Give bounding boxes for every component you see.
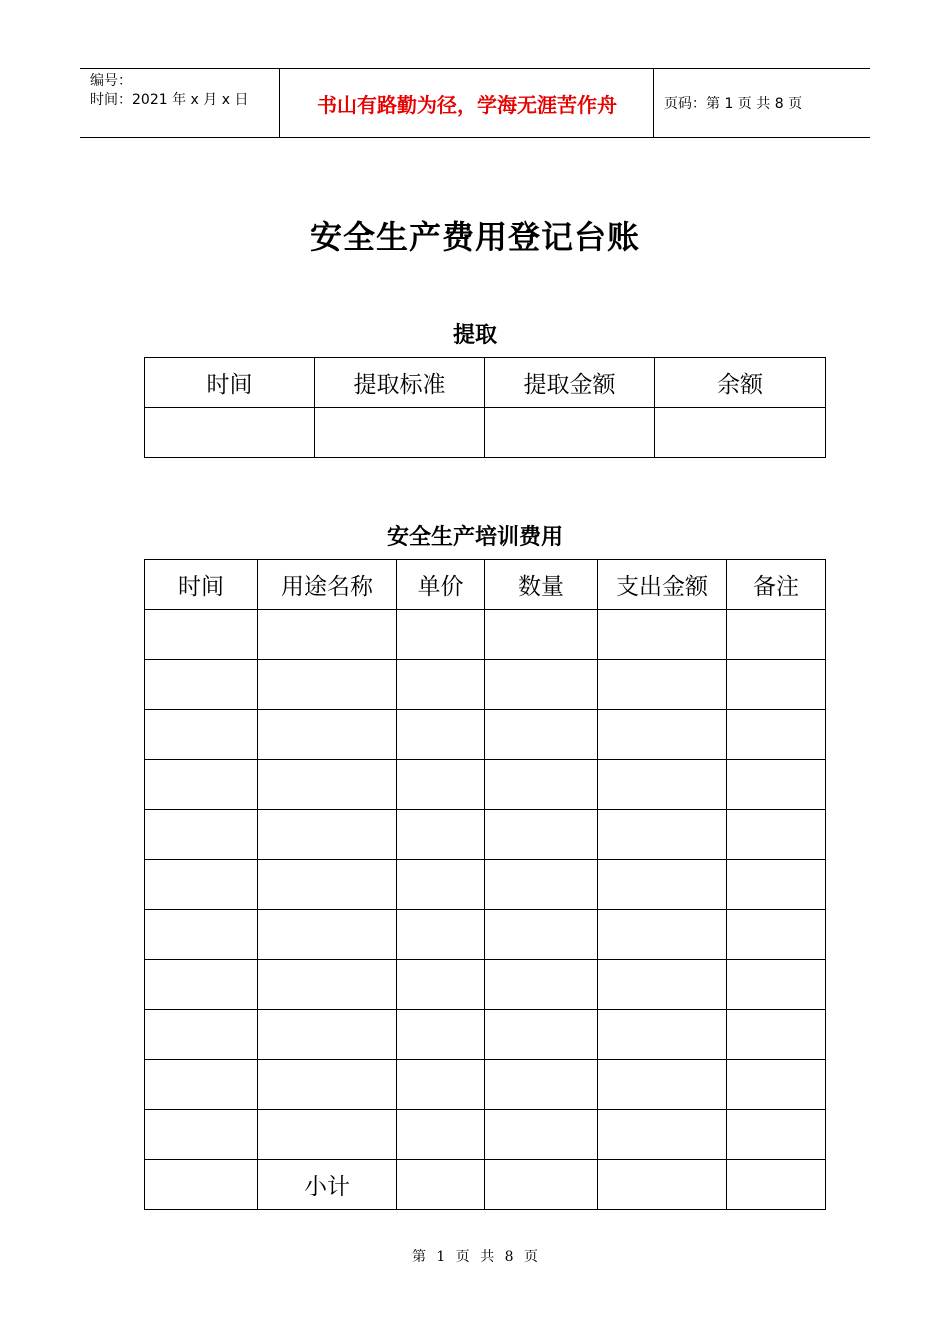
table-cell <box>598 610 727 660</box>
table-cell <box>485 760 598 810</box>
table-cell <box>485 610 598 660</box>
table-cell <box>598 660 727 710</box>
table-cell <box>485 1160 598 1210</box>
table-cell <box>145 1110 258 1160</box>
table-cell <box>258 860 397 910</box>
table-cell <box>598 1110 727 1160</box>
table-cell <box>485 1010 598 1060</box>
table-row <box>145 910 826 960</box>
table-row <box>145 1010 826 1060</box>
document-title: 安全生产费用登记台账 <box>309 218 640 256</box>
table-row <box>145 760 826 810</box>
table-cell <box>727 760 826 810</box>
table-cell <box>145 1010 258 1060</box>
header-motto: 书山有路勤为径，学海无涯苦作舟 <box>281 69 654 137</box>
column-header: 用途名称 <box>258 560 397 610</box>
table-cell <box>397 1060 485 1110</box>
table-row <box>145 810 826 860</box>
table-cell <box>258 960 397 1010</box>
table-row <box>145 1060 826 1110</box>
table-cell <box>598 1060 727 1110</box>
table-cell <box>145 810 258 860</box>
table-cell <box>485 1060 598 1110</box>
table-cell <box>727 810 826 860</box>
table-row <box>145 660 826 710</box>
table-cell <box>485 860 598 910</box>
table-cell <box>397 960 485 1010</box>
table-cell <box>258 660 397 710</box>
table-row <box>145 1160 826 1210</box>
table-cell <box>598 760 727 810</box>
table-cell <box>485 660 598 710</box>
table-cell <box>727 910 826 960</box>
table-cell <box>397 1160 485 1210</box>
table-row <box>145 408 826 458</box>
extraction-section-title: 提取 <box>452 322 497 348</box>
table-cell <box>397 860 485 910</box>
table-cell <box>258 760 397 810</box>
extraction-table <box>144 357 826 458</box>
table-cell <box>727 1010 826 1060</box>
table-cell <box>258 1110 397 1160</box>
table-header-row <box>145 560 826 610</box>
table-row <box>145 610 826 660</box>
table-cell <box>727 610 826 660</box>
table-cell: 小计 <box>258 1160 397 1210</box>
table-cell <box>145 408 315 458</box>
page-footer: 第 1 页 共 8 页 <box>411 1249 539 1265</box>
table-cell <box>397 810 485 860</box>
table-cell <box>145 860 258 910</box>
table-cell <box>145 960 258 1010</box>
table-cell <box>315 408 485 458</box>
table-header-row <box>145 358 826 408</box>
table-cell <box>258 710 397 760</box>
table-cell <box>727 710 826 760</box>
table-cell <box>145 660 258 710</box>
table-cell <box>397 760 485 810</box>
page-header <box>80 68 870 138</box>
table-cell <box>258 1060 397 1110</box>
column-header: 备注 <box>727 560 826 610</box>
table-cell <box>598 810 727 860</box>
table-cell <box>258 1010 397 1060</box>
training-table <box>144 559 826 1210</box>
table-cell <box>397 610 485 660</box>
table-cell <box>727 860 826 910</box>
table-cell <box>727 660 826 710</box>
table-cell <box>727 960 826 1010</box>
column-header: 时间 <box>145 358 315 408</box>
table-cell <box>397 1110 485 1160</box>
table-cell <box>598 960 727 1010</box>
table-cell <box>397 1010 485 1060</box>
table-cell <box>485 960 598 1010</box>
table-cell <box>397 660 485 710</box>
column-header: 支出金额 <box>598 560 727 610</box>
table-cell <box>598 1160 727 1210</box>
column-header: 提取标准 <box>315 358 485 408</box>
table-cell <box>655 408 826 458</box>
table-cell <box>258 610 397 660</box>
table-cell <box>258 810 397 860</box>
number-label: 编号： <box>90 73 132 89</box>
table-cell <box>145 610 258 660</box>
table-cell <box>485 1110 598 1160</box>
table-cell <box>145 760 258 810</box>
column-header: 余额 <box>655 358 826 408</box>
table-cell <box>485 810 598 860</box>
table-cell <box>727 1060 826 1110</box>
table-cell <box>727 1160 826 1210</box>
column-header: 数量 <box>485 560 598 610</box>
table-cell <box>598 1010 727 1060</box>
header-meta <box>80 69 280 137</box>
table-cell <box>485 910 598 960</box>
table-cell <box>598 710 727 760</box>
table-row <box>145 1110 826 1160</box>
table-cell <box>145 910 258 960</box>
training-section-title: 安全生产培训费用 <box>386 524 563 550</box>
table-cell <box>598 860 727 910</box>
table-cell <box>145 1060 258 1110</box>
date-label: 时间：2021 年 x 月 x 日 <box>90 92 249 108</box>
table-row <box>145 860 826 910</box>
table-cell <box>145 1160 258 1210</box>
column-header: 单价 <box>397 560 485 610</box>
table-row <box>145 960 826 1010</box>
table-cell <box>485 408 655 458</box>
header-page-info: 页码：第 1 页 共 8 页 <box>664 96 803 112</box>
table-cell <box>145 710 258 760</box>
table-cell <box>598 910 727 960</box>
table-cell <box>258 910 397 960</box>
table-cell <box>397 910 485 960</box>
table-cell <box>397 710 485 760</box>
column-header: 提取金额 <box>485 358 655 408</box>
table-row <box>145 710 826 760</box>
table-cell <box>727 1110 826 1160</box>
table-cell <box>485 710 598 760</box>
column-header: 时间 <box>145 560 258 610</box>
